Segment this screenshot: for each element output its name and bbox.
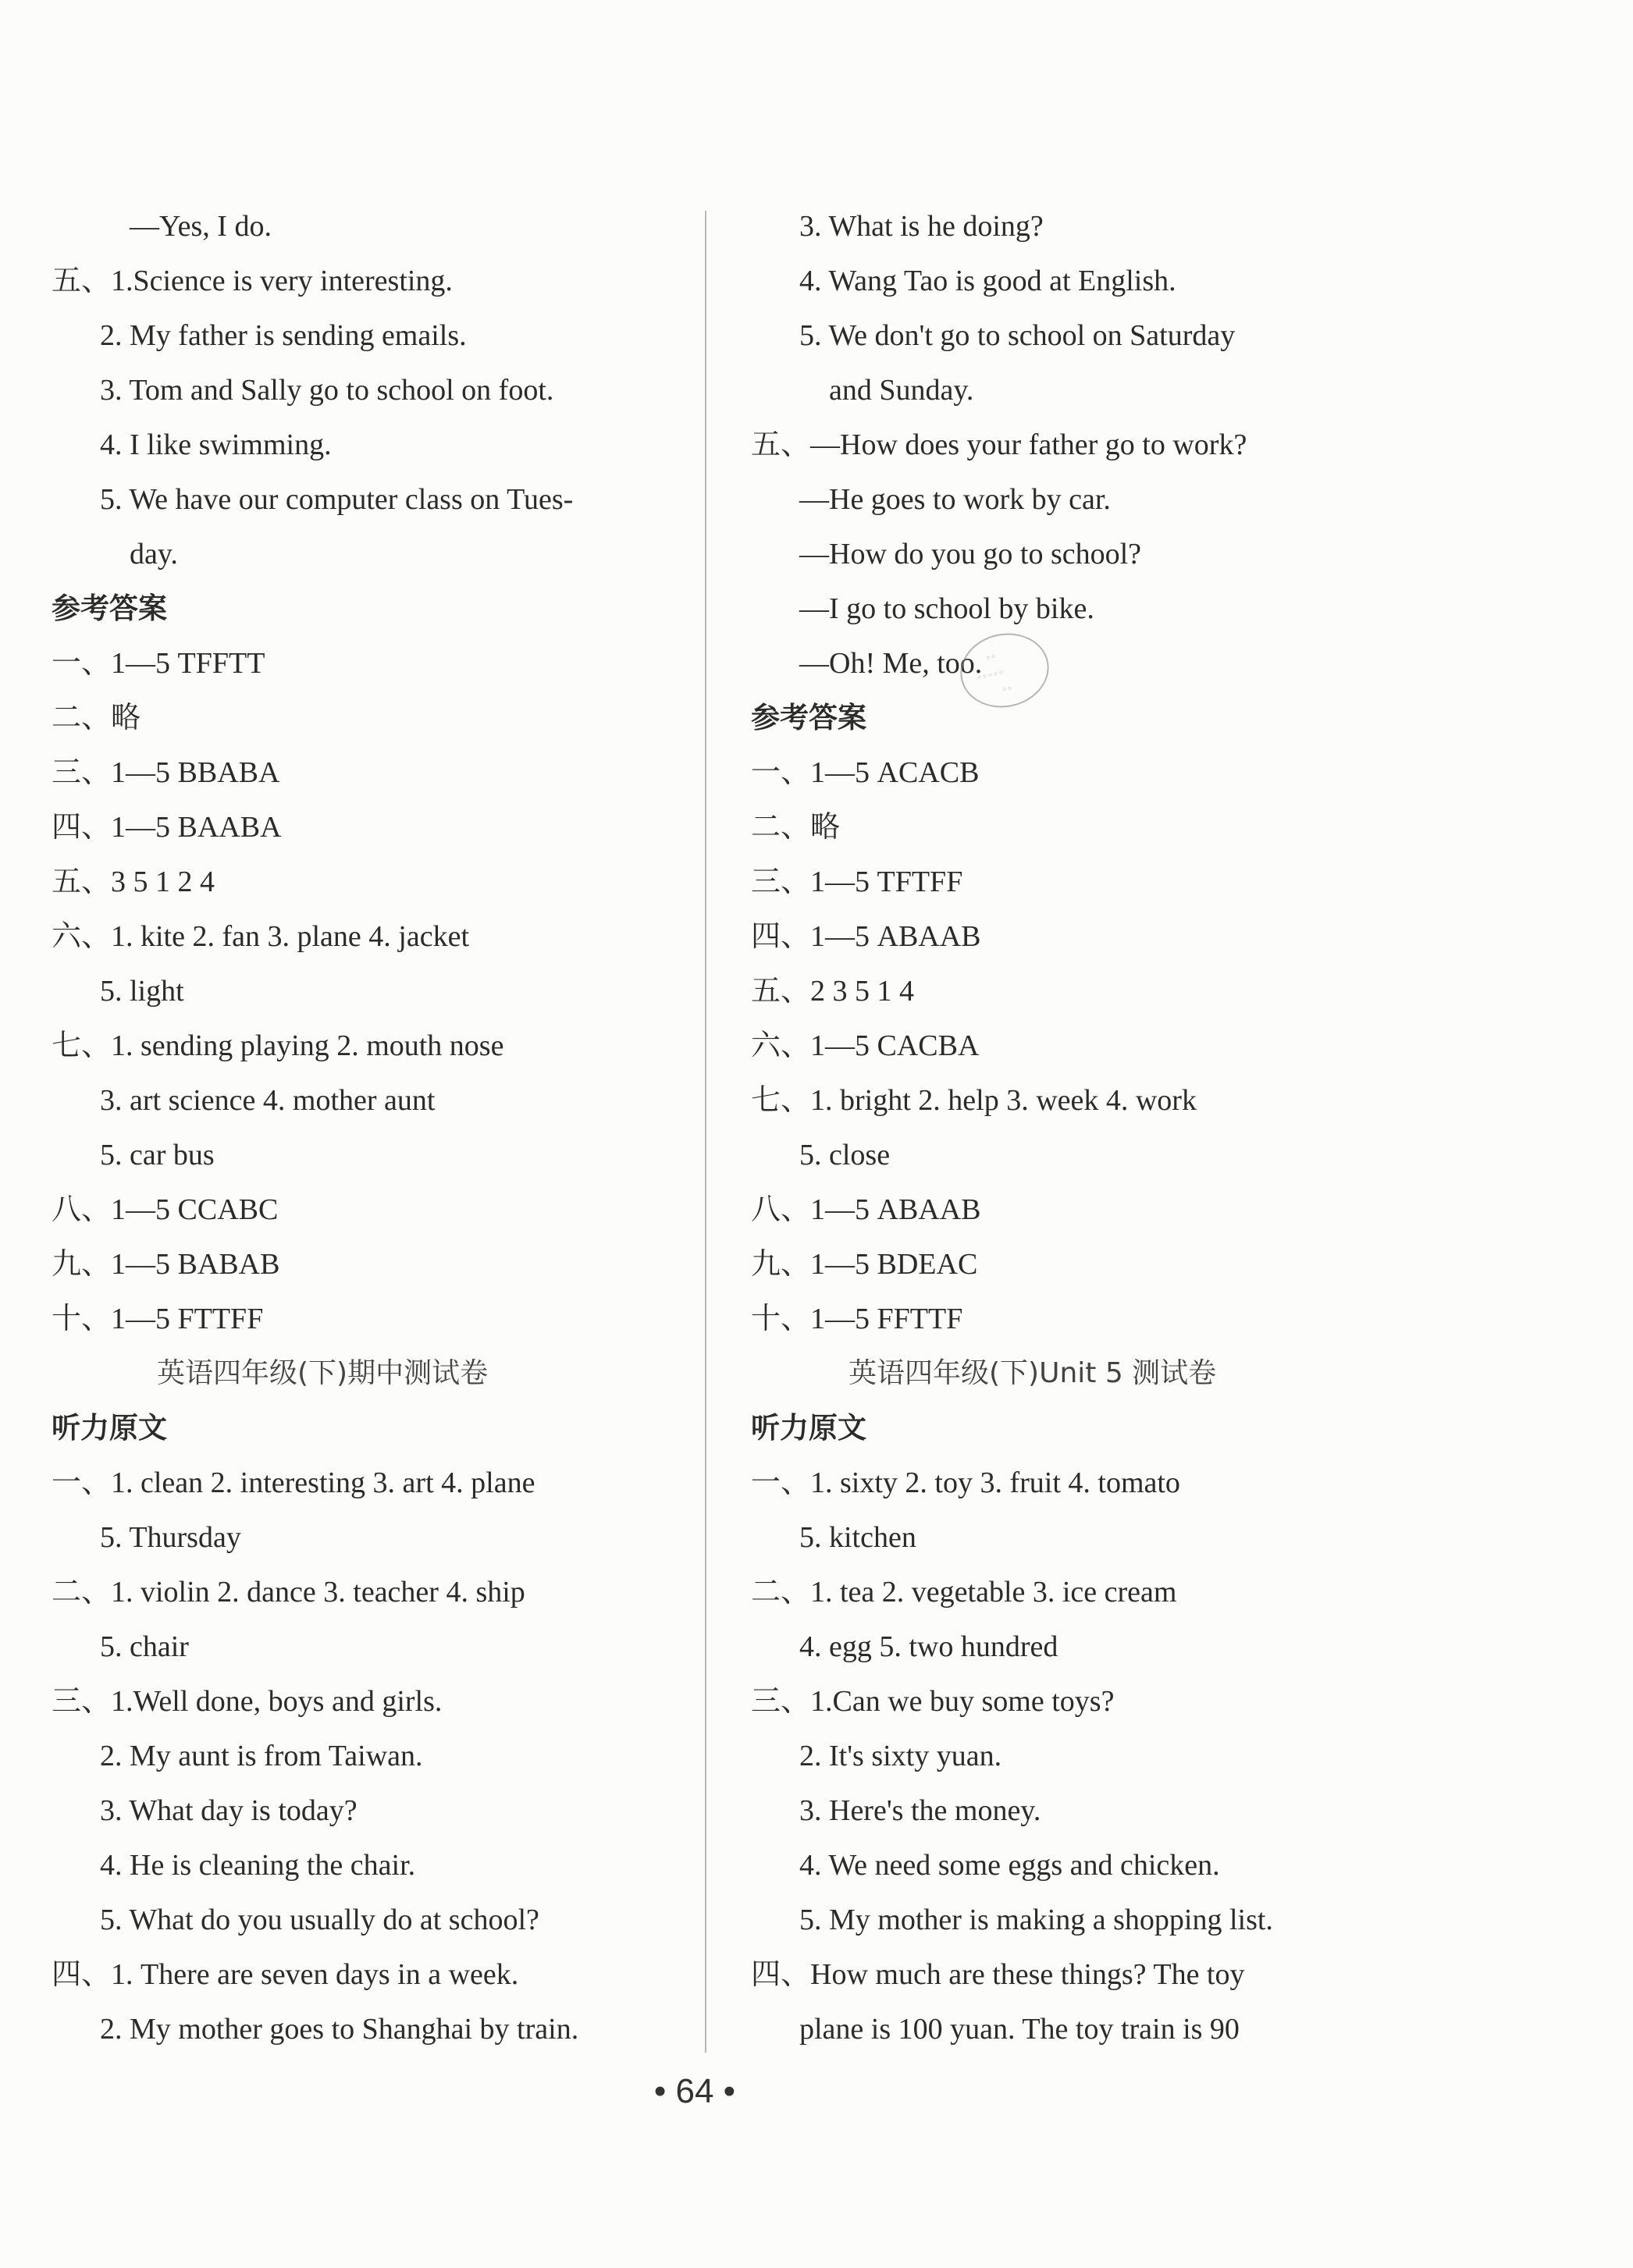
text-line: —How do you go to school? — [799, 538, 1142, 571]
text-line: 五、3 5 1 2 4 — [52, 866, 215, 898]
text-line: 八、1—5 CCABC — [52, 1193, 279, 1226]
text-line: 2. My mother goes to Shanghai by train. — [100, 2013, 579, 2046]
page-number: • 64 • — [653, 2072, 736, 2110]
text-line: 2. My aunt is from Taiwan. — [100, 1740, 423, 1772]
text-line: 5. car bus — [100, 1139, 215, 1171]
section-heading: 参考答案 — [52, 592, 167, 625]
right-column — [751, 199, 1391, 2056]
text-line: 五、—How does your father go to work? — [751, 428, 1247, 461]
test-title: 英语四年级(下)Unit 5 测试卷 — [849, 1357, 1217, 1389]
text-line: 5. chair — [100, 1630, 189, 1663]
text-line: 5. light — [100, 975, 184, 1008]
text-line: 4. He is cleaning the chair. — [100, 1849, 416, 1882]
text-line: 一、1. sixty 2. toy 3. fruit 4. tomato — [751, 1466, 1180, 1499]
text-line: 七、1. sending playing 2. mouth nose — [52, 1029, 504, 1062]
text-line: 四、1—5 ABAAB — [751, 920, 981, 953]
section-heading: 听力原文 — [751, 1411, 866, 1445]
text-line: 四、How much are these things? The toy — [751, 1958, 1245, 1991]
text-line: 4. egg 5. two hundred — [799, 1630, 1058, 1663]
text-line: 5. What do you usually do at school? — [100, 1904, 539, 1936]
text-line: 5. My mother is making a shopping list. — [799, 1904, 1273, 1936]
text-line: plane is 100 yuan. The toy train is 90 — [799, 2013, 1240, 2046]
text-line: 4. I like swimming. — [100, 428, 332, 461]
text-line: 四、1—5 BAABA — [52, 811, 282, 844]
text-line: 5. kitchen — [799, 1521, 916, 1554]
text-line: 4. Wang Tao is good at English. — [799, 265, 1176, 297]
text-line: 一、1—5 TFFTT — [52, 647, 265, 680]
text-line: day. — [130, 538, 178, 571]
text-line: 2. It's sixty yuan. — [799, 1740, 1002, 1772]
text-line: 3. art science 4. mother aunt — [100, 1084, 436, 1117]
text-line: 五、1.Science is very interesting. — [52, 265, 453, 297]
text-line: 4. We need some eggs and chicken. — [799, 1849, 1220, 1882]
text-line: 一、1—5 ACACB — [751, 756, 980, 789]
text-line: 三、1—5 TFTFF — [751, 866, 963, 898]
text-line: 四、1. There are seven days in a week. — [52, 1958, 519, 1991]
left-column — [52, 199, 692, 2056]
text-line: —Oh! Me, too. — [799, 647, 983, 680]
section-heading: 听力原文 — [52, 1411, 167, 1445]
text-line: and Sunday. — [829, 374, 974, 407]
column-divider — [705, 211, 706, 2053]
text-line: 三、1.Well done, boys and girls. — [52, 1685, 443, 1718]
text-line: 九、1—5 BDEAC — [751, 1248, 978, 1281]
text-line: 三、1.Can we buy some toys? — [751, 1685, 1115, 1718]
text-line: 3. What day is today? — [100, 1794, 358, 1827]
text-line: 五、2 3 5 1 4 — [751, 975, 915, 1008]
text-line: 六、1. kite 2. fan 3. plane 4. jacket — [52, 920, 470, 953]
text-line: 3. Here's the money. — [799, 1794, 1041, 1827]
text-line: 3. Tom and Sally go to school on foot. — [100, 374, 554, 407]
text-line: —I go to school by bike. — [799, 592, 1094, 625]
text-line: 七、1. bright 2. help 3. week 4. work — [751, 1084, 1197, 1117]
text-line: 5. Thursday — [100, 1521, 241, 1554]
text-line: —He goes to work by car. — [799, 483, 1111, 516]
text-line: 2. My father is sending emails. — [100, 319, 467, 352]
text-line: 六、1—5 CACBA — [751, 1029, 980, 1062]
text-line: 5. close — [799, 1139, 891, 1171]
text-line: 二、1. tea 2. vegetable 3. ice cream — [751, 1576, 1177, 1609]
text-line: 八、1—5 ABAAB — [751, 1193, 981, 1226]
section-heading: 参考答案 — [751, 701, 866, 734]
text-line: 三、1—5 BBABA — [52, 756, 280, 789]
text-line: 3. What is he doing? — [799, 210, 1044, 243]
text-line: 二、1. violin 2. dance 3. teacher 4. ship — [52, 1576, 525, 1609]
text-line: 二、略 — [52, 702, 141, 734]
text-line: 二、略 — [751, 811, 841, 844]
text-line: 5. We have our computer class on Tues- — [100, 483, 574, 516]
text-line: 九、1—5 BABAB — [52, 1248, 280, 1281]
text-line: 一、1. clean 2. interesting 3. art 4. plane — [52, 1466, 535, 1499]
text-line: 十、1—5 FFTTF — [751, 1303, 963, 1335]
text-line: 5. We don't go to school on Saturday — [799, 319, 1236, 352]
text-line: —Yes, I do. — [130, 210, 272, 243]
text-line: 十、1—5 FTTFF — [52, 1303, 264, 1335]
test-title: 英语四年级(下)期中测试卷 — [157, 1357, 489, 1389]
stamp-icon: ◦◦ ◦◦◦◦◦ ◦◦ — [953, 625, 1055, 716]
